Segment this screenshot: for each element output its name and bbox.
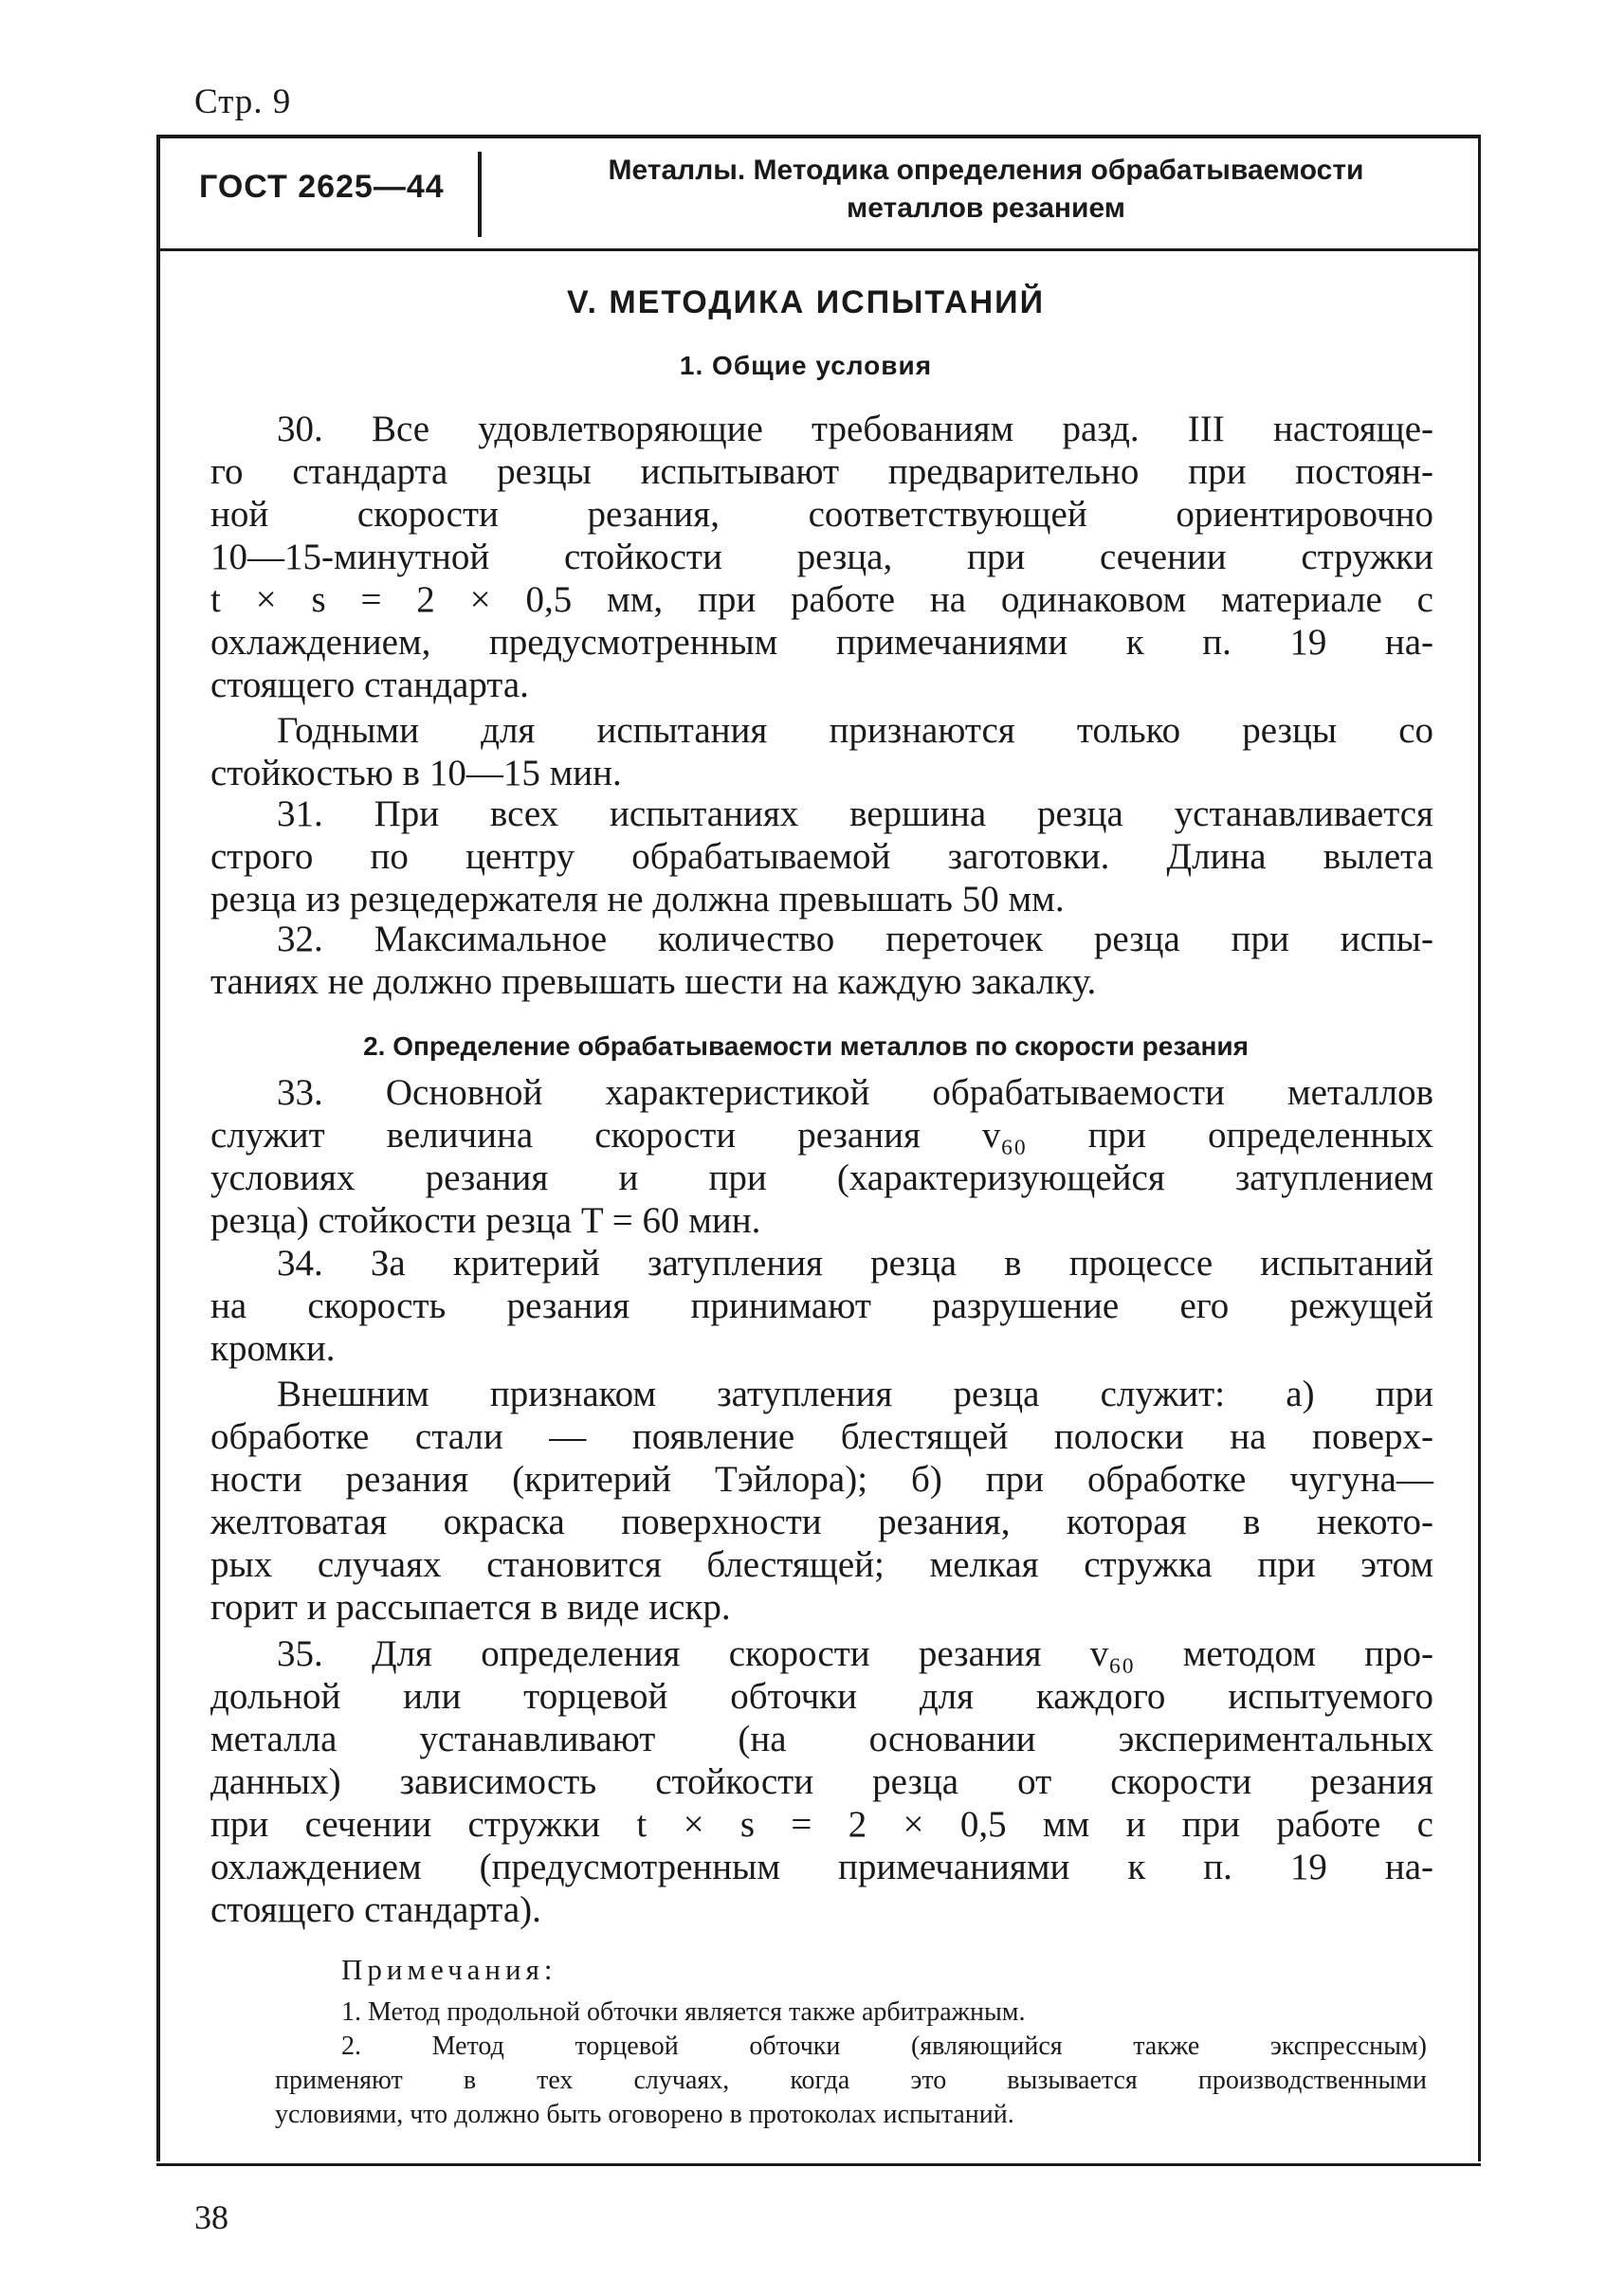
paragraph-30 bbox=[210, 408, 1433, 706]
text-line: го стандарта резцы испытывают предварительно при постоян- bbox=[210, 451, 1433, 492]
page-number: 38 bbox=[194, 2198, 228, 2236]
text-line: 31. При всех испытаниях вершина резца устанавливается bbox=[277, 793, 1433, 834]
note-line: условиями, что должно быть оговорено в протоколах испытаний. bbox=[275, 2100, 1014, 2129]
paragraph-30b bbox=[210, 709, 1433, 794]
text-line: данных) зависимость стойкости резца от скорости резания bbox=[210, 1761, 1433, 1802]
text-line: Годными для испытания признаются только резцы со bbox=[277, 710, 1433, 751]
note-2 bbox=[275, 2030, 1427, 2132]
paragraph-34b bbox=[210, 1373, 1433, 1629]
text-line: обработке стали — появление блестящей полоски на поверх- bbox=[210, 1416, 1433, 1457]
text-line: таниях не должно превышать шести на каждую закалку. bbox=[210, 961, 1097, 1002]
text-line: 10—15-минутной стойкости резца, при сечении стружки bbox=[210, 537, 1433, 577]
frame-left-rule bbox=[156, 135, 160, 2161]
text-line: резца) стойкости резца T = 60 мин. bbox=[210, 1200, 761, 1241]
note-line: применяют в тех случаях, когда это вызывается производственными bbox=[275, 2066, 1427, 2095]
footer-rule bbox=[156, 2163, 1481, 2166]
text-line: ной скорости резания, соответствующей ориентировочно bbox=[210, 494, 1433, 535]
subsection-heading-cutting-speed: 2. Определение обрабатываемости металлов по скорости резания bbox=[363, 1031, 1249, 1061]
paragraph-34 bbox=[210, 1242, 1433, 1370]
subsection-heading-general: 1. Общие условия bbox=[679, 351, 933, 380]
note-line: 1. Метод продольной обточки является также арбитражным. bbox=[341, 1997, 1026, 2027]
text-line: горит и рассыпается в виде искр. bbox=[210, 1587, 731, 1628]
document-title-line: металлов резанием bbox=[847, 192, 1125, 224]
notes-heading: Примечания: bbox=[341, 1953, 557, 1986]
note-1 bbox=[275, 1995, 1427, 2030]
text-line: охлаждением (предусмотренным примечаниями к п. 19 на- bbox=[210, 1847, 1433, 1887]
gost-code: ГОСТ 2625—44 bbox=[199, 169, 445, 205]
text-line: желтоватая окраска поверхности резания, которая в некото- bbox=[210, 1502, 1433, 1542]
page-label: Стр. 9 bbox=[194, 82, 292, 121]
text-line: 35. Для определения скорости резания v₆₀ методом про- bbox=[277, 1633, 1433, 1674]
document-title bbox=[531, 152, 1441, 228]
text-line: стоящего стандарта. bbox=[210, 665, 529, 705]
text-line: служит величина скорости резания v₆₀ при определенных bbox=[210, 1115, 1433, 1156]
section-heading: V. МЕТОДИКА ИСПЫТАНИЙ bbox=[566, 284, 1046, 320]
text-line: рых случаях становится блестящей; мелкая стружка при этом bbox=[210, 1544, 1433, 1585]
text-line: кромки. bbox=[210, 1328, 336, 1369]
text-line: 34. За критерий затупления резца в процессе испытаний bbox=[277, 1243, 1433, 1284]
document-title-line: Металлы. Методика определения обрабатываемости bbox=[608, 155, 1364, 186]
text-line: строго по центру обрабатываемой заготовки. Длина вылета bbox=[210, 836, 1433, 877]
text-line: дольной или торцевой обточки для каждого испытуемого bbox=[210, 1676, 1433, 1717]
text-line: резца из резцедержателя не должна превышать 50 мм. bbox=[210, 879, 1065, 920]
note-line: 2. Метод торцевой обточки (являющийся также экспрессным) bbox=[341, 2032, 1427, 2061]
text-line: при сечении стружки t × s = 2 × 0,5 мм и при работе с bbox=[210, 1804, 1433, 1845]
text-line: 30. Все удовлетворяющие требованиям разд. III настояще- bbox=[277, 409, 1433, 449]
text-line: стойкостью в 10—15 мин. bbox=[210, 753, 622, 793]
text-line: условиях резания и при (характеризующейся затуплением bbox=[210, 1157, 1433, 1198]
header-bottom-rule bbox=[156, 248, 1481, 251]
text-line: стоящего стандарта). bbox=[210, 1889, 541, 1930]
text-line: 32. Максимальное количество переточек резца при испы- bbox=[277, 919, 1433, 959]
header-top-rule bbox=[156, 135, 1481, 138]
text-line: на скорость резания принимают разрушение его режущей bbox=[210, 1285, 1433, 1326]
text-line: металла устанавливают (на основании экспериментальных bbox=[210, 1719, 1433, 1759]
header-separator bbox=[478, 152, 482, 237]
paragraph-35 bbox=[210, 1632, 1433, 1931]
paragraph-33 bbox=[210, 1071, 1433, 1242]
text-line: t × s = 2 × 0,5 мм, при работе на одинаковом материале с bbox=[210, 579, 1433, 620]
text-line: охлаждением, предусмотренным примечаниями к п. 19 на- bbox=[210, 622, 1433, 663]
paragraph-31 bbox=[210, 793, 1433, 920]
text-line: ности резания (критерий Тэйлора); б) при обработке чугуна— bbox=[210, 1459, 1433, 1500]
paragraph-32 bbox=[210, 918, 1433, 1003]
text-line: 33. Основной характеристикой обрабатываемости металлов bbox=[277, 1072, 1433, 1113]
frame-right-rule bbox=[1478, 135, 1481, 2161]
text-line: Внешним признаком затупления резца служит: а) при bbox=[277, 1374, 1433, 1414]
